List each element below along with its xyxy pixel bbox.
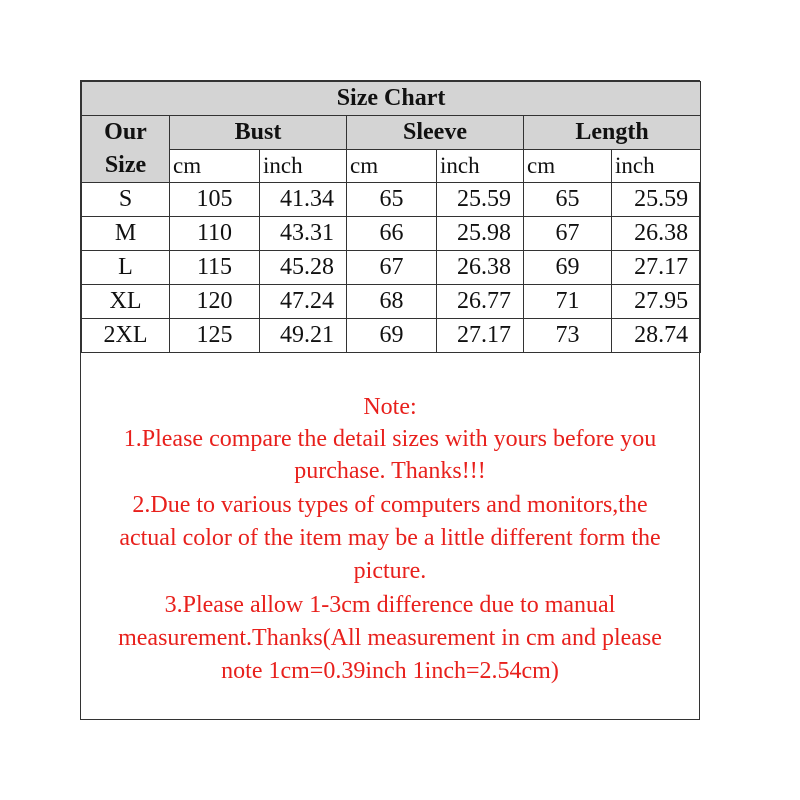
size-cell: 2XL [82,319,170,353]
bust-header: Bust [170,116,347,150]
bust-inch-cell: 47.24 [260,285,347,319]
unit-header: cm [347,150,437,183]
unit-header: inch [437,150,524,183]
table-row [82,285,701,319]
sleeve-inch-cell: 26.38 [437,251,524,285]
bust-cm-cell: 110 [170,217,260,251]
note-line: 1.Please compare the detail sizes with yours before you [123,426,657,452]
note-line: note 1cm=0.39inch 1inch=2.54cm) [221,658,559,684]
length-inch-cell: 28.74 [612,319,701,353]
bust-cm-cell: 125 [170,319,260,353]
length-cm-cell: 71 [524,285,612,319]
unit-header: inch [260,150,347,183]
size-cell: M [82,217,170,251]
unit-header: cm [524,150,612,183]
sleeve-cm-cell: 66 [347,217,437,251]
table-title: Size Chart [82,82,701,116]
bust-cm-cell: 105 [170,183,260,217]
note-line: picture. [353,558,427,584]
note-heading: Note: [363,394,417,420]
sleeve-cm-cell: 65 [347,183,437,217]
size-cell: XL [82,285,170,319]
sleeve-header: Sleeve [347,116,524,150]
size-cell: S [82,183,170,217]
size-chart [80,80,700,720]
size-table [81,81,701,353]
bust-inch-cell: 41.34 [260,183,347,217]
length-cm-cell: 67 [524,217,612,251]
unit-header: inch [612,150,701,183]
length-cm-cell: 69 [524,251,612,285]
sleeve-inch-cell: 27.17 [437,319,524,353]
note-line: purchase. Thanks!!! [294,458,486,484]
length-header: Length [524,116,701,150]
note-line: actual color of the item may be a little different form the [119,525,661,551]
sleeve-inch-cell: 26.77 [437,285,524,319]
notes-section [81,353,699,719]
length-cm-cell: 65 [524,183,612,217]
bust-cm-cell: 120 [170,285,260,319]
size-header-line-1: Our [104,119,147,145]
length-inch-cell: 27.17 [612,251,701,285]
table-row [82,183,701,217]
unit-header: cm [170,150,260,183]
size-column-header [82,116,170,183]
length-inch-cell: 25.59 [612,183,701,217]
sleeve-cm-cell: 67 [347,251,437,285]
table-row [82,319,701,353]
bust-inch-cell: 45.28 [260,251,347,285]
length-cm-cell: 73 [524,319,612,353]
size-cell: L [82,251,170,285]
size-header-line-2: Size [104,152,147,178]
bust-inch-cell: 43.31 [260,217,347,251]
length-inch-cell: 26.38 [612,217,701,251]
note-line: measurement.Thanks(All measurement in cm and please [118,625,662,651]
table-row [82,251,701,285]
sleeve-inch-cell: 25.98 [437,217,524,251]
table-row [82,217,701,251]
bust-inch-cell: 49.21 [260,319,347,353]
bust-cm-cell: 115 [170,251,260,285]
note-line: 2.Due to various types of computers and monitors,the [132,492,648,518]
length-inch-cell: 27.95 [612,285,701,319]
sleeve-inch-cell: 25.59 [437,183,524,217]
sleeve-cm-cell: 68 [347,285,437,319]
sleeve-cm-cell: 69 [347,319,437,353]
note-line: 3.Please allow 1-3cm difference due to manual [164,592,616,618]
